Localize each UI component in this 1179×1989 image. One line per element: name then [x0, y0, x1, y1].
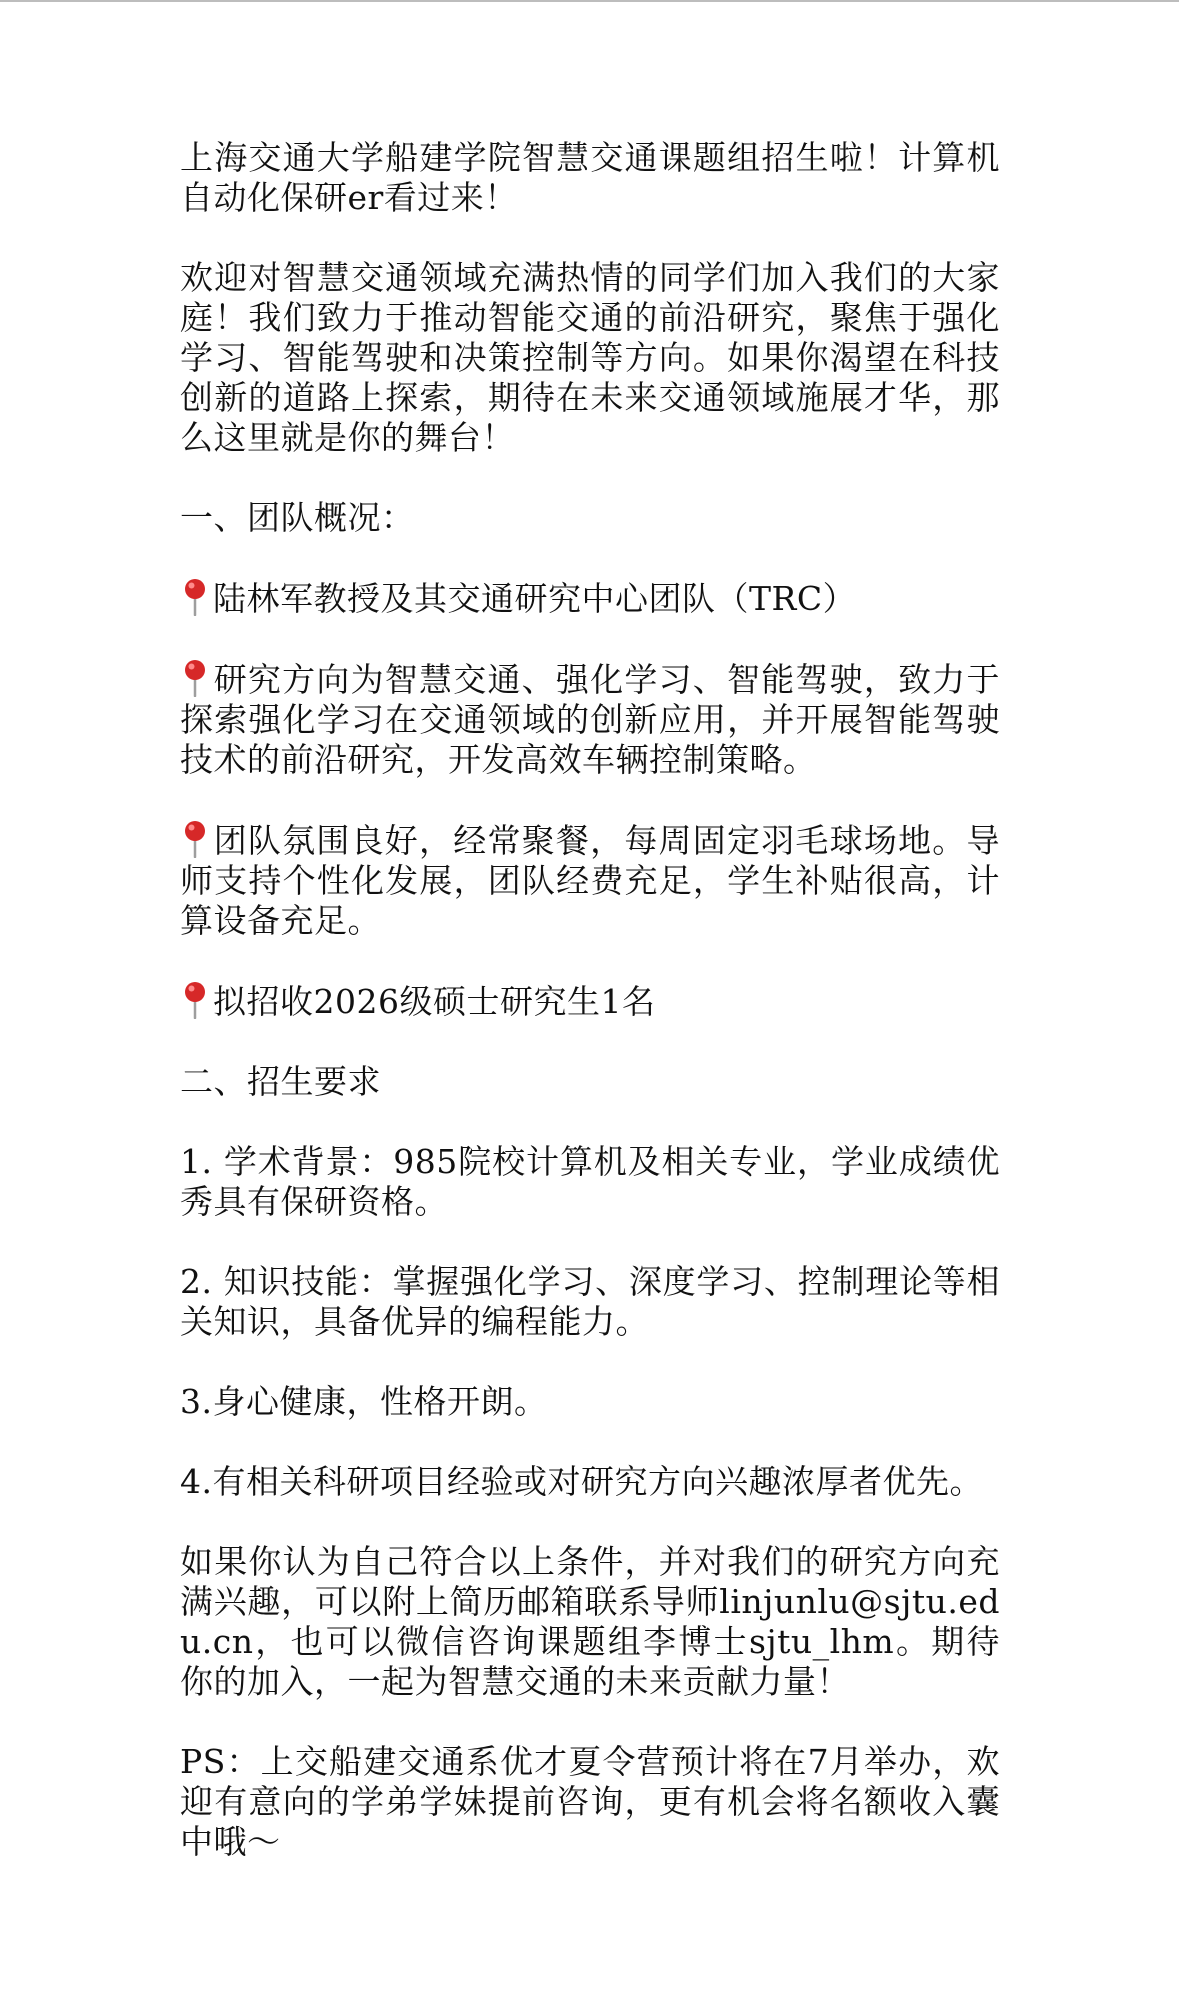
contact-text: ，也可以微信咨询课题组李博士 — [253, 1622, 749, 1661]
contact-paragraph — [180, 1542, 1000, 1702]
section-heading-team: 一、团队概况： — [180, 498, 415, 537]
recruitment-post — [180, 138, 1000, 1902]
team-item-text: 团队氛围良好，经常聚餐，每周固定羽毛球场地。导师支持个性化发展，团队经费充足，学生补贴很高，计算设备充足。 — [180, 821, 1000, 940]
post-intro: 欢迎对智慧交通领域充满热情的同学们加入我们的大家庭！我们致力于推动智能交通的前沿研究，聚焦于强化学习、智能驾驶和决策控制等方向。如果你渴望在科技创新的道路上探索，期待在未来交通领域施展才华，那么这里就是你的舞台！ — [180, 258, 1000, 457]
contact-text: 。期待你的加入，一起为智慧交通的未来贡献力量！ — [180, 1622, 1001, 1701]
team-item-text: 陆林军教授及其交通研究中心团队（TRC） — [213, 579, 857, 618]
requirement-item: 2. 知识技能：掌握强化学习、深度学习、控制理论等相关知识，具备优异的编程能力。 — [180, 1262, 1000, 1341]
team-item — [180, 981, 1000, 1022]
ps-note: PS：上交船建交通系优才夏令营预计将在7月举办，欢迎有意向的学弟学妹提前咨询，更有机会将名额收入囊中哦～ — [180, 1742, 1000, 1861]
requirement-item: 3.身心健康，性格开朗。 — [180, 1382, 548, 1421]
team-item-text: 研究方向为智慧交通、强化学习、智能驾驶，致力于探索强化学习在交通领域的创新应用，并开展智能驾驶技术的前沿研究，开发高效车辆控制策略。 — [180, 660, 1000, 779]
requirement-item: 1. 学术背景：985院校计算机及相关专业，学业成绩优秀具有保研资格。 — [180, 1142, 1000, 1221]
contact-wechat-id: sjtu_lhm — [748, 1622, 895, 1661]
team-item-text: 拟招收2026级硕士研究生1名 — [213, 982, 656, 1021]
top-divider — [0, 0, 1179, 2]
section-heading-requirements: 二、招生要求 — [180, 1062, 381, 1101]
round-pushpin-icon — [180, 578, 210, 616]
round-pushpin-icon — [180, 820, 210, 858]
round-pushpin-icon — [180, 659, 210, 697]
requirement-item: 4.有相关科研项目经验或对研究方向兴趣浓厚者优先。 — [180, 1462, 983, 1501]
contact-text: 如果你认为自己符合以上条件，并对我们的研究方向充满兴趣，可以附上简历邮箱联系导师 — [180, 1542, 1000, 1621]
post-title: 上海交通大学船建学院智慧交通课题组招生啦！计算机自动化保研er看过来！ — [180, 138, 1000, 217]
round-pushpin-icon — [180, 981, 210, 1019]
team-item — [180, 820, 1000, 941]
contact-email: linjunlu@sjtu.edu.cn — [180, 1582, 1000, 1661]
team-item — [180, 659, 1000, 780]
team-item — [180, 578, 1000, 619]
